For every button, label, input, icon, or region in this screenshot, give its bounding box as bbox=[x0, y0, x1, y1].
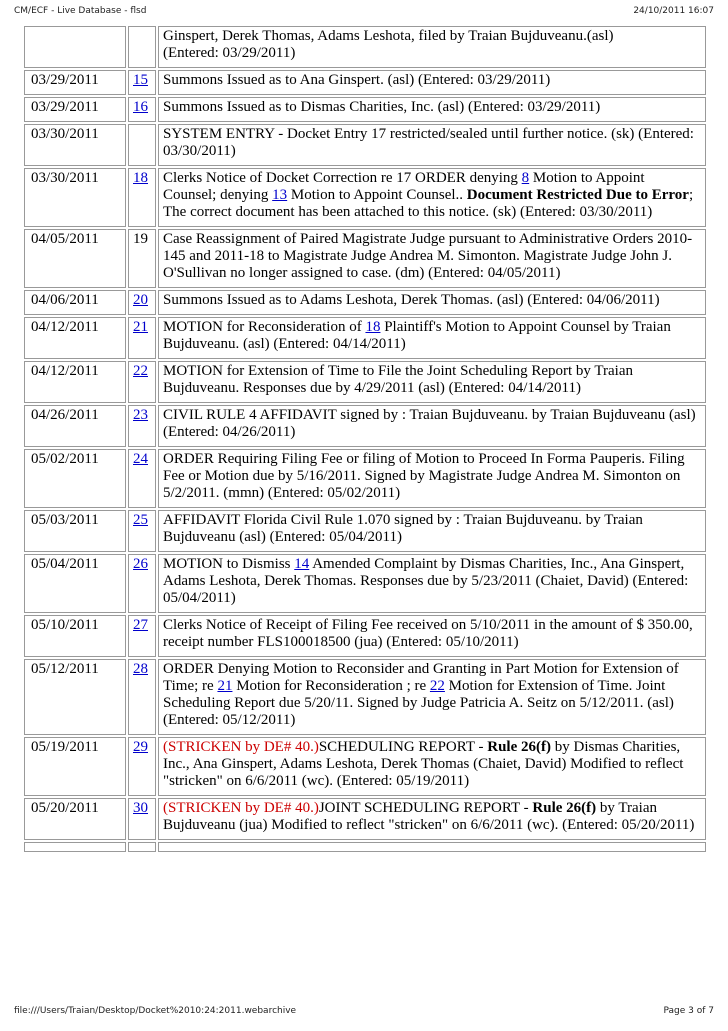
number-cell[interactable] bbox=[128, 659, 156, 735]
docket-number-link[interactable]: 27 bbox=[133, 617, 148, 633]
reference-link[interactable]: 14 bbox=[294, 556, 310, 572]
date-cell: 05/20/2011 bbox=[24, 798, 126, 840]
reference-link[interactable]: 18 bbox=[365, 319, 381, 335]
entry-text: Motion to Appoint Counsel.. bbox=[287, 187, 467, 203]
table-row bbox=[24, 317, 706, 359]
text-cell bbox=[158, 659, 706, 735]
text-cell bbox=[158, 26, 706, 68]
date-cell: 05/04/2011 bbox=[24, 554, 126, 613]
table-row bbox=[24, 70, 706, 95]
continued-line: Ginspert, Derek Thomas, Adams Leshota, filed by Traian Bujduveanu.(asl) bbox=[163, 28, 614, 44]
text-cell: CIVIL RULE 4 AFFIDAVIT signed by : Traian Bujduveanu. by Traian Bujduveanu (asl) (Entered: 04/26/2011) bbox=[158, 405, 706, 447]
entry-text: MOTION to Dismiss bbox=[163, 556, 295, 572]
date-cell: 04/12/2011 bbox=[24, 361, 126, 403]
text-cell: Case Reassignment of Paired Magistrate Judge pursuant to Administrative Orders 2010-145 and 2011-18 to Magistrate Judge Andrea M. Simonton. Magistrate Judge John J. O'Sullivan no longer assigned to case. (dm) (Entered: 04/05/2011) bbox=[158, 229, 706, 288]
reference-link[interactable]: 21 bbox=[217, 678, 233, 694]
docket-number-link[interactable]: 28 bbox=[133, 661, 148, 677]
date-cell: 04/26/2011 bbox=[24, 405, 126, 447]
docket-table-container bbox=[22, 24, 708, 948]
table-row bbox=[24, 615, 706, 657]
date-cell bbox=[24, 842, 126, 852]
date-cell: 03/30/2011 bbox=[24, 124, 126, 166]
docket-number-link[interactable]: 20 bbox=[133, 292, 148, 308]
date-cell bbox=[24, 26, 126, 68]
reference-link[interactable]: 13 bbox=[272, 187, 288, 203]
entry-text: SCHEDULING REPORT - bbox=[318, 739, 488, 755]
table-row bbox=[24, 659, 706, 735]
text-cell bbox=[158, 168, 706, 227]
number-cell bbox=[128, 842, 156, 852]
date-cell: 03/29/2011 bbox=[24, 97, 126, 122]
reference-link[interactable]: 22 bbox=[429, 678, 445, 694]
number-cell[interactable] bbox=[128, 615, 156, 657]
entry-text: Amended Complaint by Dismas Charities, Inc., Ana Ginspert, Adams Leshota, Derek Thomas. Responses due by 5/23/2011 (Chaiet, David) (Entered: 05/04/2011) bbox=[163, 556, 689, 606]
number-cell[interactable] bbox=[128, 317, 156, 359]
table-row bbox=[24, 124, 706, 166]
header-timestamp: 24/10/2011 16:07 bbox=[633, 6, 714, 16]
date-cell: 04/06/2011 bbox=[24, 290, 126, 315]
date-cell: 05/03/2011 bbox=[24, 510, 126, 552]
number-cell[interactable] bbox=[128, 97, 156, 122]
docket-number-link[interactable]: 23 bbox=[133, 407, 148, 423]
table-row bbox=[24, 798, 706, 840]
number-cell[interactable] bbox=[128, 449, 156, 508]
docket-number-link[interactable]: 30 bbox=[133, 800, 148, 816]
text-cell: MOTION for Extension of Time to File the Joint Scheduling Report by Traian Bujduveanu. Responses due by 4/29/2011 (asl) (Entered: 04/14/2011) bbox=[158, 361, 706, 403]
docket-number-link[interactable]: 16 bbox=[133, 99, 148, 115]
text-cell: Summons Issued as to Adams Leshota, Derek Thomas. (asl) (Entered: 04/06/2011) bbox=[158, 290, 706, 315]
number-cell[interactable] bbox=[128, 798, 156, 840]
restricted-notice: Document Restricted Due to Error bbox=[466, 187, 689, 203]
footer-file-path: file:///Users/Traian/Desktop/Docket%2010:24:2011.webarchive bbox=[14, 1006, 297, 1016]
number-cell[interactable] bbox=[128, 510, 156, 552]
date-cell: 03/30/2011 bbox=[24, 168, 126, 227]
number-cell[interactable] bbox=[128, 70, 156, 95]
date-cell: 05/19/2011 bbox=[24, 737, 126, 796]
docket-number-link[interactable]: 29 bbox=[133, 739, 148, 755]
table-row bbox=[24, 510, 706, 552]
entry-text: by Dismas Charities, Inc., Ana Ginspert, Adams Leshota, Derek Thomas (Chaiet, David) Modified to reflect "stricken" on 6/6/2011 (wc). (Entered: 05/19/2011) bbox=[163, 739, 684, 789]
docket-number-link[interactable]: 21 bbox=[133, 319, 148, 335]
number-cell[interactable] bbox=[128, 737, 156, 796]
table-row bbox=[24, 842, 706, 852]
stricken-notice: (STRICKEN by DE# 40.) bbox=[163, 800, 319, 816]
text-cell bbox=[158, 842, 706, 852]
date-cell: 03/29/2011 bbox=[24, 70, 126, 95]
table-row bbox=[24, 168, 706, 227]
stricken-notice: (STRICKEN by DE# 40.) bbox=[163, 739, 319, 755]
number-cell bbox=[128, 124, 156, 166]
number-cell[interactable] bbox=[128, 168, 156, 227]
docket-number-link[interactable]: 15 bbox=[133, 72, 148, 88]
docket-number-link[interactable]: 22 bbox=[133, 363, 148, 379]
entry-text: Motion to Appoint Counsel; denying bbox=[163, 170, 645, 203]
number-cell[interactable] bbox=[128, 290, 156, 315]
table-row bbox=[24, 26, 706, 68]
entry-text: Clerks Notice of Docket Correction re 17 ORDER denying bbox=[163, 170, 522, 186]
page-header bbox=[14, 4, 714, 20]
date-cell: 04/12/2011 bbox=[24, 317, 126, 359]
text-cell bbox=[158, 798, 706, 840]
entry-text: Plaintiff's Motion to Appoint Counsel by Traian Bujduveanu. (asl) (Entered: 04/14/2011) bbox=[163, 319, 671, 352]
entry-text: by Traian Bujduveanu (jua) Modified to reflect "stricken" on 6/6/2011 (wc). (Entered: 05/20/2011) bbox=[163, 800, 695, 833]
rule-label: Rule 26(f) bbox=[532, 800, 597, 816]
text-cell: Clerks Notice of Receipt of Filing Fee received on 5/10/2011 in the amount of $ 350.00, receipt number FLS100018500 (jua) (Entered: 05/10/2011) bbox=[158, 615, 706, 657]
footer-page-number: Page 3 of 7 bbox=[663, 1006, 714, 1016]
number-cell: 19 bbox=[128, 229, 156, 288]
number-cell[interactable] bbox=[128, 554, 156, 613]
table-row bbox=[24, 229, 706, 288]
table-row bbox=[24, 361, 706, 403]
number-cell[interactable] bbox=[128, 405, 156, 447]
date-cell: 04/05/2011 bbox=[24, 229, 126, 288]
text-cell: Summons Issued as to Ana Ginspert. (asl) (Entered: 03/29/2011) bbox=[158, 70, 706, 95]
text-cell bbox=[158, 317, 706, 359]
docket-number-link[interactable]: 26 bbox=[133, 556, 148, 572]
text-cell: Summons Issued as to Dismas Charities, Inc. (asl) (Entered: 03/29/2011) bbox=[158, 97, 706, 122]
table-row bbox=[24, 554, 706, 613]
docket-number-link[interactable]: 24 bbox=[133, 451, 148, 467]
reference-link[interactable]: 8 bbox=[521, 170, 530, 186]
text-cell: SYSTEM ENTRY - Docket Entry 17 restricted/sealed until further notice. (sk) (Entered: 03/30/2011) bbox=[158, 124, 706, 166]
continued-line: (Entered: 03/29/2011) bbox=[163, 45, 296, 61]
table-row bbox=[24, 405, 706, 447]
number-cell[interactable] bbox=[128, 361, 156, 403]
docket-number-link[interactable]: 25 bbox=[133, 512, 148, 528]
entry-text: Motion for Extension of Time. Joint Scheduling Report due 5/20/11. Signed by Judge Patricia A. Seitz on 5/12/2011. (asl) (Entered: 05/12/2011) bbox=[163, 678, 674, 728]
table-row bbox=[24, 97, 706, 122]
table-row bbox=[24, 737, 706, 796]
date-cell: 05/12/2011 bbox=[24, 659, 126, 735]
table-row bbox=[24, 449, 706, 508]
text-cell: AFFIDAVIT Florida Civil Rule 1.070 signed by : Traian Bujduveanu. by Traian Bujduveanu (asl) (Entered: 05/04/2011) bbox=[158, 510, 706, 552]
text-cell bbox=[158, 737, 706, 796]
docket-number-link[interactable]: 18 bbox=[133, 170, 148, 186]
text-cell: ORDER Requiring Filing Fee or filing of Motion to Proceed In Forma Pauperis. Filing Fee or Motion due by 5/16/2011. Signed by Magistrate Judge Andrea M. Simonton on 5/2/2011. (mmn) (Entered: 05/02/2011) bbox=[158, 449, 706, 508]
header-title: CM/ECF - Live Database - flsd bbox=[14, 6, 147, 16]
entry-text: JOINT SCHEDULING REPORT - bbox=[318, 800, 533, 816]
entry-text: ; The correct document has been attached to this notice. (sk) (Entered: 03/30/2011) bbox=[163, 187, 694, 220]
date-cell: 05/10/2011 bbox=[24, 615, 126, 657]
date-cell: 05/02/2011 bbox=[24, 449, 126, 508]
table-row bbox=[24, 290, 706, 315]
page-footer bbox=[14, 951, 714, 1031]
rule-label: Rule 26(f) bbox=[487, 739, 551, 755]
docket-table bbox=[22, 24, 708, 854]
number-cell bbox=[128, 26, 156, 68]
entry-text: MOTION for Reconsideration of bbox=[163, 319, 366, 335]
text-cell bbox=[158, 554, 706, 613]
entry-text: ORDER Denying Motion to Reconsider and Granting in Part Motion for Extension of Time; re bbox=[163, 661, 679, 694]
entry-text: Motion for Reconsideration ; re bbox=[232, 678, 430, 694]
